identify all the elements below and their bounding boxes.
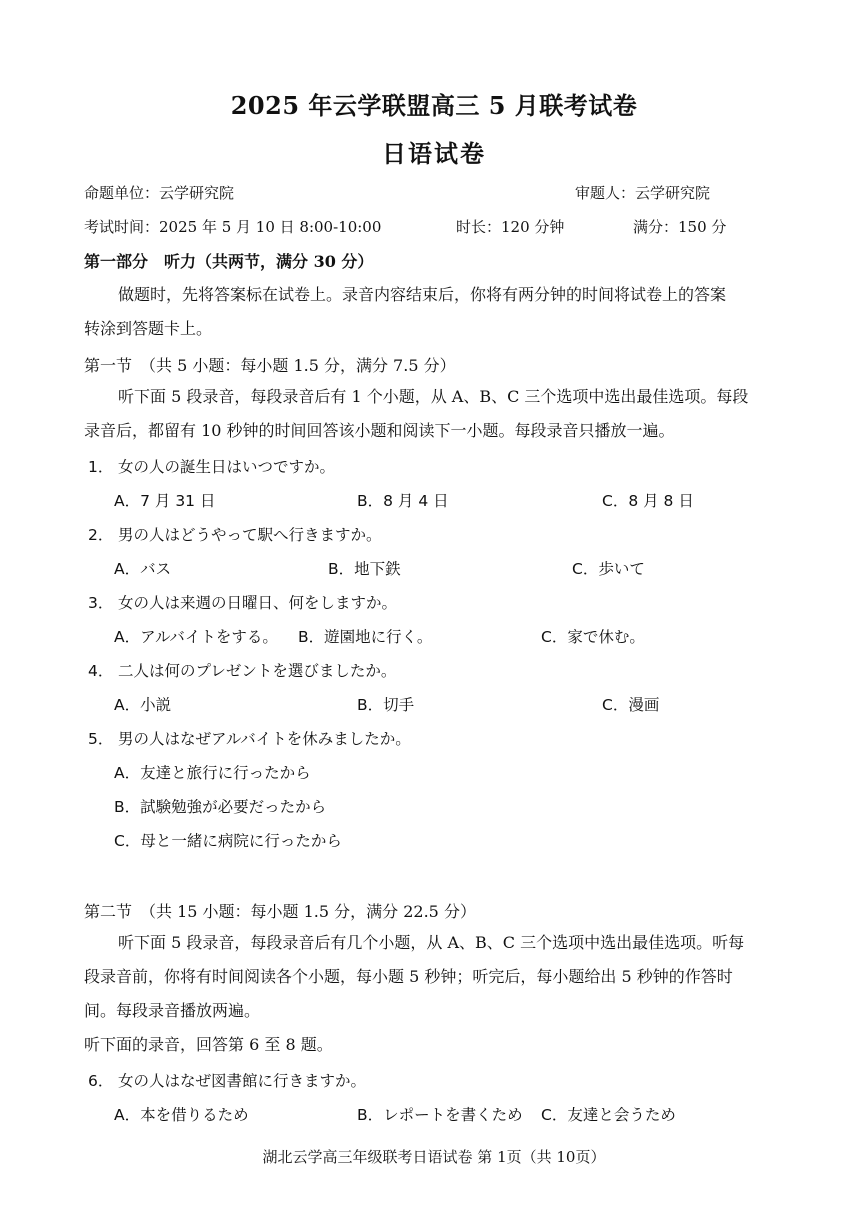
- section1-instr-line2: 录音后，都留有 10 秒钟的时间回答该小题和阅读下一小题。每段录音只播放一遍。: [84, 421, 675, 440]
- option-b: B．遊園地に行く。: [298, 628, 433, 646]
- option-c: C．歩いて: [572, 560, 645, 578]
- question-text: 二人は何のプレゼントを選びましたか。: [118, 662, 397, 680]
- option-a: A．本を借りるため: [114, 1106, 249, 1124]
- option-a: A．小説: [114, 696, 172, 714]
- question-number: 4．: [88, 662, 114, 680]
- question-text: 男の人はなぜアルバイトを休みましたか。: [118, 730, 411, 748]
- section2-heading: 第二节 （共 15 小题：每小题 1.5 分，满分 22.5 分）: [84, 902, 476, 921]
- section2-instr-line1: 听下面 5 段录音，每段录音后有几个小题，从 A、B、C 三个选项中选出最佳选项。听每: [118, 933, 745, 952]
- option-b: B．レポートを書くため: [357, 1106, 523, 1124]
- question-text: 女の人は来週の日曜日、何をしますか。: [118, 594, 398, 612]
- section2-instr-line3: 间。每段录音播放两遍。: [84, 1001, 261, 1020]
- option-b: B．地下鉄: [328, 560, 401, 578]
- question-number: 6．: [88, 1072, 114, 1090]
- section2-instr-line2: 段录音前，你将有时间阅读各个小题，每小题 5 秒钟；听完后，每小题给出 5 秒钟的作答时: [84, 967, 733, 986]
- exam-subtitle: 日语试卷: [382, 139, 486, 168]
- question-text: 男の人はどうやって駅へ行きますか。: [118, 526, 382, 544]
- question-text: 女の人はなぜ図書館に行きますか。: [118, 1072, 367, 1090]
- question-number: 3．: [88, 594, 114, 612]
- exam-duration: 时长：120 分钟: [456, 218, 565, 236]
- section1-instr-line1: 听下面 5 段录音，每段录音后有 1 个小题，从 A、B、C 三个选项中选出最佳选项。每段: [118, 387, 749, 406]
- part1-intro-line2: 转涂到答题卡上。: [84, 319, 213, 338]
- option-a: A．7 月 31 日: [114, 492, 216, 510]
- option-b: B．試験勉強が必要だったから: [114, 798, 327, 816]
- exam-time: 考试时间：2025 年 5 月 10 日 8:00-10:00: [84, 218, 382, 236]
- section2-sub-instruction: 听下面的录音，回答第 6 至 8 题。: [84, 1035, 333, 1054]
- option-c: C．母と一緒に病院に行ったから: [114, 832, 342, 850]
- option-b: B．切手: [357, 696, 415, 714]
- question-number: 1．: [88, 458, 114, 476]
- setter-unit: 命题单位：云学研究院: [84, 184, 235, 202]
- option-c: C．友達と会うため: [541, 1106, 676, 1124]
- question-number: 2．: [88, 526, 114, 544]
- page-footer: 湖北云学高三年级联考日语试卷 第 1页（共 10页）: [262, 1148, 606, 1166]
- option-c: C．8 月 8 日: [602, 492, 694, 510]
- part1-intro-line1: 做题时，先将答案标在试卷上。录音内容结束后，你将有两分钟的时间将试卷上的答案: [118, 285, 727, 304]
- option-a: A．アルバイトをする。: [114, 628, 278, 646]
- section1-heading: 第一节 （共 5 小题：每小题 1.5 分，满分 7.5 分）: [84, 356, 456, 375]
- option-b: B．8 月 4 日: [357, 492, 449, 510]
- option-c: C．漫画: [602, 696, 660, 714]
- option-c: C．家で休む。: [541, 628, 645, 646]
- reviewer: 审题人：云学研究院: [575, 184, 711, 202]
- option-a: A．バス: [114, 560, 172, 578]
- question-text: 女の人の誕生日はいつですか。: [118, 458, 336, 476]
- question-number: 5．: [88, 730, 114, 748]
- full-score: 满分：150 分: [633, 218, 727, 236]
- part1-heading: 第一部分 听力（共两节，满分 30 分）: [84, 252, 374, 271]
- exam-title: 2025 年云学联盟高三 5 月联考试卷: [230, 91, 638, 120]
- option-a: A．友達と旅行に行ったから: [114, 764, 311, 782]
